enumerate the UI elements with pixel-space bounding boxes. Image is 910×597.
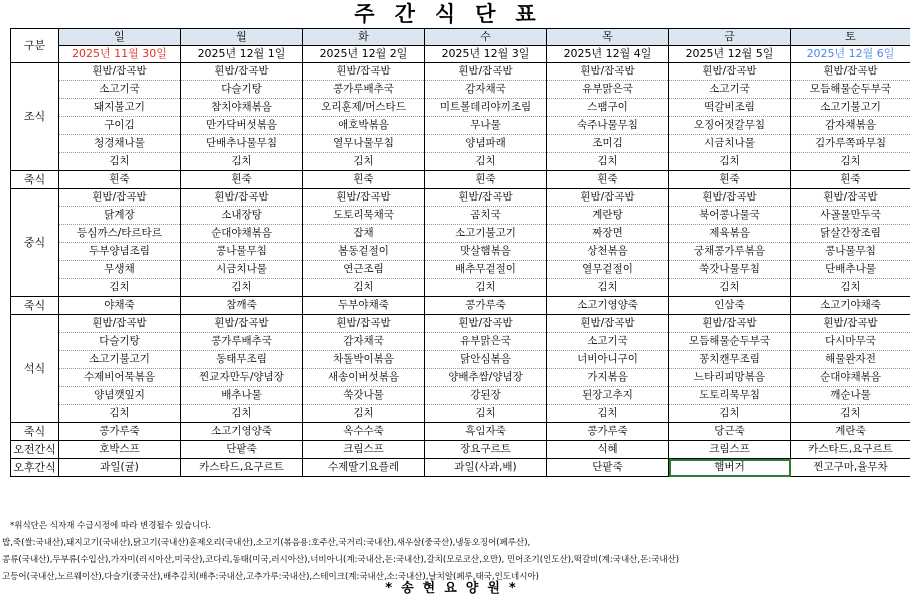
menu-cell[interactable]: 느타리피망볶음 — [669, 369, 791, 387]
menu-cell[interactable]: 소고기국 — [59, 81, 181, 99]
menu-cell[interactable]: 맛살햄볶음 — [425, 243, 547, 261]
menu-cell[interactable]: 흰밥/잡곡밥 — [547, 63, 669, 81]
menu-cell[interactable]: 단배추나물무침 — [181, 135, 303, 153]
menu-row — [11, 387, 910, 405]
menu-cell[interactable]: 깨순나물 — [791, 387, 910, 405]
date-header-2[interactable]: 2025년 12월 2일 — [303, 46, 425, 63]
menu-cell[interactable]: 흰밥/잡곡밥 — [669, 315, 791, 333]
menu-row — [11, 351, 910, 369]
menu-row — [11, 135, 910, 153]
menu-row — [11, 63, 910, 81]
meal-label[interactable]: 중식 — [11, 189, 59, 297]
menu-cell[interactable]: 찐고구마,율무차 — [791, 459, 910, 477]
menu-cell[interactable]: 흰밥/잡곡밥 — [425, 189, 547, 207]
menu-cell[interactable]: 소고기영양죽 — [181, 423, 303, 441]
menu-cell[interactable]: 닭계장 — [59, 207, 181, 225]
menu-row — [11, 369, 910, 387]
menu-cell[interactable]: 과일(귤) — [59, 459, 181, 477]
menu-cell[interactable]: 흑임자죽 — [425, 423, 547, 441]
menu-cell[interactable]: 계란죽 — [791, 423, 910, 441]
menu-cell[interactable]: 오징어젓갈무침 — [669, 117, 791, 135]
menu-cell[interactable]: 김치 — [425, 405, 547, 423]
menu-cell[interactable]: 북어콩나물국 — [669, 207, 791, 225]
menu-cell[interactable]: 모듬해물순두부국 — [669, 333, 791, 351]
menu-cell[interactable]: 시금치나물 — [669, 135, 791, 153]
menu-cell[interactable]: 흰밥/잡곡밥 — [547, 189, 669, 207]
menu-cell[interactable]: 잡채 — [303, 225, 425, 243]
menu-cell[interactable]: 흰밥/잡곡밥 — [791, 63, 910, 81]
menu-cell[interactable]: 참깨죽 — [181, 297, 303, 315]
day-header-3[interactable]: 수 — [425, 29, 547, 46]
menu-cell[interactable]: 제육볶음 — [669, 225, 791, 243]
menu-cell[interactable]: 흰밥/잡곡밥 — [669, 189, 791, 207]
menu-row — [11, 459, 910, 477]
menu-cell[interactable]: 김치 — [547, 279, 669, 297]
menu-cell[interactable]: 차돌박이볶음 — [303, 351, 425, 369]
menu-cell[interactable]: 콩가루죽 — [425, 297, 547, 315]
menu-cell[interactable]: 순대야채볶음 — [791, 369, 910, 387]
menu-row — [11, 423, 910, 441]
menu-cell[interactable]: 강된장 — [425, 387, 547, 405]
menu-cell[interactable]: 흰밥/잡곡밥 — [425, 63, 547, 81]
menu-cell[interactable]: 만가닥버섯볶음 — [181, 117, 303, 135]
menu-cell[interactable]: 콩가루죽 — [59, 423, 181, 441]
menu-cell[interactable]: 소고기야채죽 — [791, 297, 910, 315]
menu-cell[interactable]: 스팸구이 — [547, 99, 669, 117]
date-header-0[interactable]: 2025년 11월 30일 — [59, 46, 181, 63]
menu-cell[interactable]: 흰밥/잡곡밥 — [59, 189, 181, 207]
menu-cell[interactable]: 열무나물무침 — [303, 135, 425, 153]
menu-cell[interactable]: 김치 — [303, 405, 425, 423]
menu-row — [11, 279, 910, 297]
menu-cell[interactable]: 흰죽 — [669, 171, 791, 189]
menu-cell[interactable]: 짜장면 — [547, 225, 669, 243]
menu-body — [11, 29, 910, 477]
menu-cell[interactable]: 옥수수죽 — [303, 423, 425, 441]
menu-cell[interactable]: 흰밥/잡곡밥 — [425, 315, 547, 333]
menu-cell[interactable]: 숙주나물무침 — [547, 117, 669, 135]
menu-cell[interactable]: 다시마무국 — [791, 333, 910, 351]
meal-label[interactable]: 죽식 — [11, 171, 59, 189]
menu-cell[interactable]: 소고기국 — [547, 333, 669, 351]
menu-cell[interactable]: 흰밥/잡곡밥 — [181, 63, 303, 81]
menu-cell[interactable]: 흰밥/잡곡밥 — [303, 63, 425, 81]
menu-cell[interactable]: 열무겉절이 — [547, 261, 669, 279]
menu-cell[interactable]: 인삼죽 — [669, 297, 791, 315]
menu-cell[interactable]: 도토리묵무침 — [669, 387, 791, 405]
menu-cell[interactable]: 소고기국 — [669, 81, 791, 99]
menu-cell[interactable]: 흰죽 — [791, 171, 910, 189]
menu-cell[interactable]: 김치 — [791, 279, 910, 297]
weekly-menu-table — [10, 28, 910, 477]
menu-cell[interactable]: 양념파래 — [425, 135, 547, 153]
menu-cell[interactable]: 장요구르트 — [425, 441, 547, 459]
menu-cell[interactable]: 흰밥/잡곡밥 — [669, 63, 791, 81]
menu-cell[interactable]: 김치 — [303, 279, 425, 297]
meal-label[interactable]: 오전간식 — [11, 441, 59, 459]
menu-cell[interactable]: 식혜 — [547, 441, 669, 459]
notes-block — [2, 518, 908, 586]
menu-cell[interactable]: 두부양념조림 — [59, 243, 181, 261]
menu-cell[interactable]: 콩나물무침 — [791, 243, 910, 261]
date-header-6[interactable]: 2025년 12월 6일 — [791, 46, 910, 63]
date-header-5[interactable]: 2025년 12월 5일 — [669, 46, 791, 63]
menu-cell[interactable]: 수제딸기요플레 — [303, 459, 425, 477]
menu-cell[interactable]: 흰밥/잡곡밥 — [791, 315, 910, 333]
day-header-6[interactable]: 토 — [791, 29, 910, 46]
menu-cell[interactable]: 쑥갓나물 — [303, 387, 425, 405]
menu-cell[interactable]: 김치 — [59, 405, 181, 423]
menu-cell[interactable]: 닭살간장조림 — [791, 225, 910, 243]
menu-cell[interactable]: 흰밥/잡곡밥 — [181, 189, 303, 207]
menu-cell[interactable]: 양념깻잎지 — [59, 387, 181, 405]
date-header-1[interactable]: 2025년 12월 1일 — [181, 46, 303, 63]
menu-cell[interactable]: 배추나물 — [181, 387, 303, 405]
menu-cell[interactable]: 떡갈비조림 — [669, 99, 791, 117]
menu-cell[interactable]: 흰죽 — [303, 171, 425, 189]
menu-cell[interactable]: 감자채국 — [425, 81, 547, 99]
menu-row — [11, 81, 910, 99]
menu-cell[interactable]: 단팥죽 — [181, 441, 303, 459]
menu-cell[interactable]: 김가루쪽파무침 — [791, 135, 910, 153]
menu-row — [11, 297, 910, 315]
menu-cell[interactable]: 봄동겉절이 — [303, 243, 425, 261]
menu-row — [11, 207, 910, 225]
menu-cell[interactable]: 양배추쌈/양념장 — [425, 369, 547, 387]
menu-row — [11, 315, 910, 333]
menu-cell[interactable]: 흰밥/잡곡밥 — [181, 315, 303, 333]
menu-cell[interactable]: 참치야채볶음 — [181, 99, 303, 117]
menu-cell[interactable]: 가지볶음 — [547, 369, 669, 387]
menu-cell[interactable]: 오리훈제/머스타드 — [303, 99, 425, 117]
menu-cell[interactable]: 햄버거 — [669, 459, 791, 477]
day-header-5[interactable]: 금 — [669, 29, 791, 46]
menu-cell[interactable]: 과일(사과,배) — [425, 459, 547, 477]
menu-cell[interactable]: 흰밥/잡곡밥 — [791, 189, 910, 207]
menu-cell[interactable]: 청경채나물 — [59, 135, 181, 153]
menu-cell[interactable]: 무나물 — [425, 117, 547, 135]
menu-cell[interactable]: 두부야채죽 — [303, 297, 425, 315]
day-header-4[interactable]: 목 — [547, 29, 669, 46]
menu-row — [11, 405, 910, 423]
menu-cell[interactable]: 김치 — [59, 279, 181, 297]
menu-cell[interactable]: 김치 — [425, 279, 547, 297]
note-line: 밥,죽(쌀:국내산),돼지고기(국내산),닭고기(국내산)훈제오리(국내산),소고기(볶음용:호주산,국거리:국내산),새우살(중국산),냉동오징어(페루산), — [2, 538, 531, 548]
menu-cell[interactable]: 닭안심볶음 — [425, 351, 547, 369]
menu-cell[interactable]: 궁채콩가루볶음 — [669, 243, 791, 261]
menu-cell[interactable]: 유부맑은국 — [425, 333, 547, 351]
menu-cell[interactable]: 쑥갓나물무침 — [669, 261, 791, 279]
menu-cell[interactable]: 콩나물무침 — [181, 243, 303, 261]
meal-label[interactable]: 조식 — [11, 63, 59, 171]
menu-row — [11, 243, 910, 261]
menu-cell[interactable]: 흰죽 — [425, 171, 547, 189]
menu-cell[interactable]: 흰밥/잡곡밥 — [303, 315, 425, 333]
category-header[interactable]: 구분 — [11, 29, 59, 63]
menu-cell[interactable]: 모듬해물순두부국 — [791, 81, 910, 99]
menu-cell[interactable]: 김치 — [59, 153, 181, 171]
menu-row — [11, 153, 910, 171]
menu-cell[interactable]: 해물완자전 — [791, 351, 910, 369]
note-line: *위식단은 식자재 수급시정에 따라 변경될수 있습니다. — [10, 521, 212, 531]
menu-cell[interactable]: 김치 — [181, 279, 303, 297]
page-title: 주간식단표 — [354, 2, 556, 26]
menu-cell[interactable]: 상천볶음 — [547, 243, 669, 261]
menu-cell[interactable]: 무생채 — [59, 261, 181, 279]
menu-row — [11, 225, 910, 243]
day-header-2[interactable]: 화 — [303, 29, 425, 46]
menu-cell[interactable]: 소고기불고기 — [791, 99, 910, 117]
menu-cell[interactable]: 흰밥/잡곡밥 — [303, 189, 425, 207]
menu-cell[interactable]: 구이김 — [59, 117, 181, 135]
menu-cell[interactable]: 소고기불고기 — [59, 351, 181, 369]
menu-cell[interactable]: 사골물만두국 — [791, 207, 910, 225]
menu-cell[interactable]: 순대야채볶음 — [181, 225, 303, 243]
menu-cell[interactable]: 호박스프 — [59, 441, 181, 459]
menu-cell[interactable]: 연근조림 — [303, 261, 425, 279]
menu-cell[interactable]: 등심까스/타르타르 — [59, 225, 181, 243]
menu-cell[interactable]: 배추무겉절이 — [425, 261, 547, 279]
menu-cell[interactable]: 꽁치캔무조림 — [669, 351, 791, 369]
menu-cell[interactable]: 크림스프 — [669, 441, 791, 459]
menu-cell[interactable]: 수제비어묵볶음 — [59, 369, 181, 387]
menu-row — [11, 171, 910, 189]
menu-cell[interactable]: 카스타드,요구르트 — [181, 459, 303, 477]
menu-cell[interactable]: 김치 — [791, 405, 910, 423]
menu-row — [11, 441, 910, 459]
meal-label[interactable]: 오후간식 — [11, 459, 59, 477]
menu-cell[interactable]: 소고기영양죽 — [547, 297, 669, 315]
menu-row — [11, 117, 910, 135]
menu-cell[interactable]: 미트볼데리야끼조림 — [425, 99, 547, 117]
date-header-3[interactable]: 2025년 12월 3일 — [425, 46, 547, 63]
day-header-0[interactable]: 일 — [59, 29, 181, 46]
note-line: 고등어(국내산,노르웨이산),다슬기(중국산),배추김치(배추:국내산,고추가루:국내산),스테이크(계:국내산,소:국내산),날치알(페루,태국,인도네시아) — [2, 572, 539, 582]
menu-row — [11, 333, 910, 351]
menu-cell[interactable]: 시금치나물 — [181, 261, 303, 279]
menu-cell[interactable]: 다슬기탕 — [59, 333, 181, 351]
menu-cell[interactable]: 유부맑은국 — [547, 81, 669, 99]
menu-cell[interactable]: 애호박볶음 — [303, 117, 425, 135]
meal-label[interactable]: 죽식 — [11, 423, 59, 441]
menu-cell[interactable]: 새송이버섯볶음 — [303, 369, 425, 387]
menu-row — [11, 261, 910, 279]
menu-row — [11, 99, 910, 117]
meal-label[interactable]: 석식 — [11, 315, 59, 423]
menu-cell[interactable]: 계란탕 — [547, 207, 669, 225]
menu-cell[interactable]: 흰밥/잡곡밥 — [59, 63, 181, 81]
menu-cell[interactable]: 조미김 — [547, 135, 669, 153]
menu-cell[interactable]: 단배추나물 — [791, 261, 910, 279]
menu-cell[interactable]: 도토리묵채국 — [303, 207, 425, 225]
menu-cell[interactable]: 콩가루배추국 — [303, 81, 425, 99]
menu-cell[interactable]: 콩가루죽 — [547, 423, 669, 441]
menu-cell[interactable]: 곰치국 — [425, 207, 547, 225]
menu-cell[interactable]: 동태무조림 — [181, 351, 303, 369]
menu-cell[interactable]: 감자채볶음 — [791, 117, 910, 135]
menu-cell[interactable]: 다슬기탕 — [181, 81, 303, 99]
menu-cell[interactable]: 카스타드,요구르트 — [791, 441, 910, 459]
menu-cell[interactable]: 콩가루배추국 — [181, 333, 303, 351]
menu-cell[interactable]: 야채죽 — [59, 297, 181, 315]
menu-cell[interactable]: 감자채국 — [303, 333, 425, 351]
menu-cell[interactable]: 김치 — [669, 279, 791, 297]
menu-cell[interactable]: 김치 — [547, 153, 669, 171]
date-header-4[interactable]: 2025년 12월 4일 — [547, 46, 669, 63]
menu-cell[interactable]: 흰죽 — [59, 171, 181, 189]
menu-cell[interactable]: 찐교자만두/양념장 — [181, 369, 303, 387]
menu-cell[interactable]: 김치 — [425, 153, 547, 171]
menu-cell[interactable]: 흰밥/잡곡밥 — [547, 315, 669, 333]
menu-cell[interactable]: 흰밥/잡곡밥 — [59, 315, 181, 333]
menu-cell[interactable]: 흰죽 — [181, 171, 303, 189]
menu-cell[interactable]: 김치 — [669, 405, 791, 423]
menu-cell[interactable]: 소내장탕 — [181, 207, 303, 225]
menu-cell[interactable]: 너비아니구이 — [547, 351, 669, 369]
menu-cell[interactable]: 김치 — [303, 153, 425, 171]
menu-row — [11, 189, 910, 207]
menu-cell[interactable]: 김치 — [181, 405, 303, 423]
footer-facility-name: *송현요양원* — [385, 581, 525, 596]
menu-cell[interactable]: 김치 — [181, 153, 303, 171]
menu-cell[interactable]: 당근죽 — [669, 423, 791, 441]
day-header-1[interactable]: 월 — [181, 29, 303, 46]
menu-cell[interactable]: 된장고추지 — [547, 387, 669, 405]
menu-cell[interactable]: 크림스프 — [303, 441, 425, 459]
menu-cell[interactable]: 김치 — [547, 405, 669, 423]
menu-cell[interactable]: 김치 — [791, 153, 910, 171]
menu-cell[interactable]: 돼지불고기 — [59, 99, 181, 117]
meal-label[interactable]: 죽식 — [11, 297, 59, 315]
note-line: 콩류(국내산),두부류(수입산),가자미(러시아산,미국산),코다리,동태(미국,러시아산),너비아니(계:국내산,돈:국내산),갈치(모로코산,오만), 민어조기(인도산),떡갈비(계:국내산,돈:국내산) — [2, 555, 680, 565]
menu-cell[interactable]: 단팥죽 — [547, 459, 669, 477]
menu-cell[interactable]: 소고기불고기 — [425, 225, 547, 243]
menu-cell[interactable]: 김치 — [669, 153, 791, 171]
menu-cell[interactable]: 흰죽 — [547, 171, 669, 189]
